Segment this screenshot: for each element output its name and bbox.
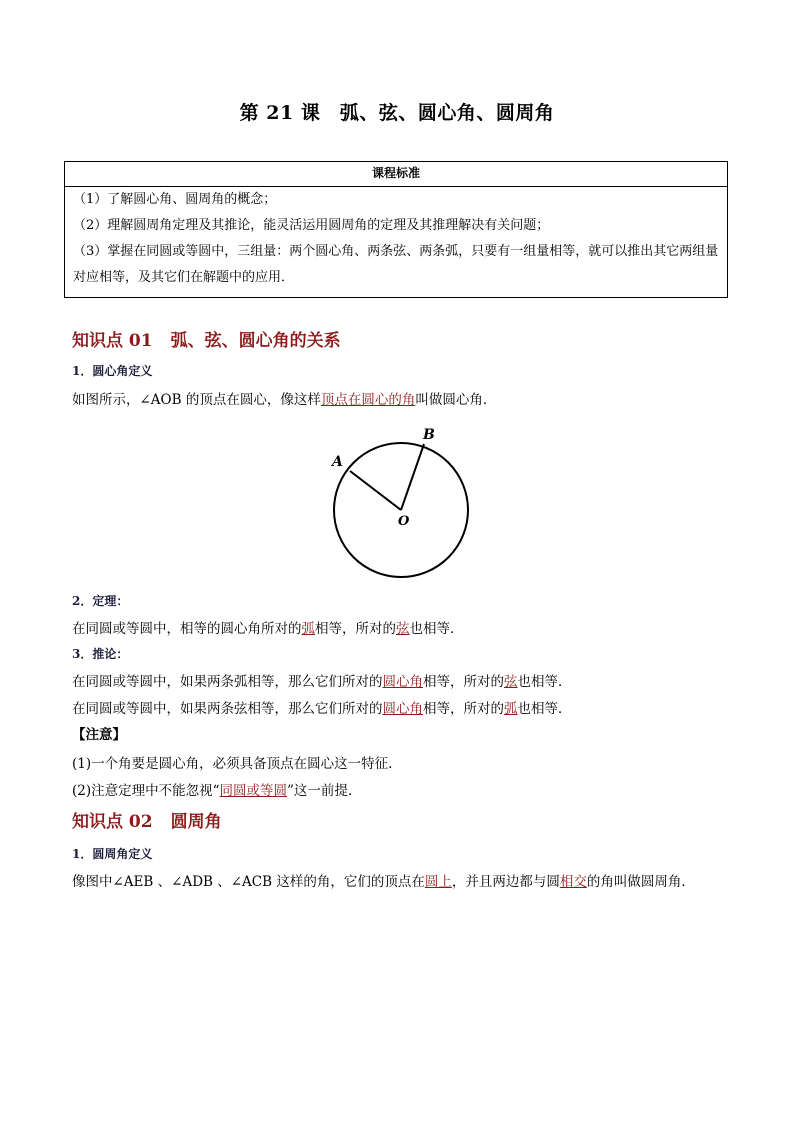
text-segment: 相等，所对的: [423, 701, 504, 717]
course-standards-header: 课程标准: [65, 162, 727, 187]
text-segment: 在同圆或等圆中，如果两条弦相等，那么它们所对的: [72, 701, 383, 717]
text-segment: 的角叫做圆周角．: [586, 874, 695, 890]
text-segment: 也相等．: [409, 621, 464, 637]
note-heading: 【注意】: [72, 727, 126, 743]
radius-ob: [401, 444, 424, 510]
note-item-1: (1)一个角要是圆心角，必须具备顶点在圆心这一特征.: [72, 756, 393, 772]
point-b-label: B: [423, 427, 435, 443]
underlined-answer: 弧: [301, 621, 315, 637]
knowledge-point-2-title: 圆周角: [170, 812, 222, 832]
knowledge-point-1-label: 知识点 01: [72, 331, 153, 351]
text-segment: 叫做圆心角．: [415, 392, 497, 408]
note-item-2: [72, 779, 352, 799]
text-segment: 在同圆或等圆中，相等的圆心角所对的: [72, 621, 302, 637]
central-angle-figure: [320, 420, 480, 585]
theorem-text: [72, 617, 464, 637]
inscribed-angle-definition-heading: 1．圆周角定义: [72, 847, 153, 861]
underlined-answer: 圆心角: [382, 701, 423, 717]
underlined-answer: 弧: [504, 701, 518, 717]
underlined-answer: 相交: [559, 874, 587, 890]
knowledge-point-2-label: 知识点 02: [72, 812, 153, 832]
text-segment: 像图中∠AEB 、∠ADB 、∠ACB 这样的角，它们的顶点在: [72, 874, 425, 890]
theorem-heading: 2．定理：: [72, 594, 129, 608]
page-title: 第 21 课 弧、弦、圆心角、圆周角: [239, 102, 555, 124]
underlined-answer: 同圆或等圆: [219, 783, 288, 799]
corollary-line-2: [72, 697, 572, 717]
text-segment: (2)注意定理中不能忽视“: [72, 783, 220, 799]
text-segment: ”这一前提.: [287, 783, 353, 799]
knowledge-point-1-heading: [72, 326, 341, 351]
underlined-answer: 弦: [396, 621, 410, 637]
corollary-heading: 3．推论：: [72, 647, 129, 661]
standard-item-3: （3）掌握在同圆或等圆中，三组量：两个圆心角、两条弦、两条弧，只要有一组量相等，就可以推出其它两组量对应相等，及其它们在解题中的应用．: [73, 244, 719, 285]
central-angle-definition-text: [72, 388, 496, 408]
central-angle-definition-heading: 1．圆心角定义: [72, 364, 153, 378]
text-segment: 也相等．: [517, 674, 572, 690]
standard-item-1: （1）了解圆心角、圆周角的概念；: [73, 192, 277, 207]
corollary-line-1: [72, 670, 572, 690]
text-segment: 相等，所对的: [315, 621, 396, 637]
knowledge-point-1-title: 弧、弦、圆心角的关系: [170, 331, 341, 351]
text-segment: 相等，所对的: [423, 674, 504, 690]
course-standards-table: [64, 161, 728, 298]
point-a-label: A: [332, 454, 343, 470]
inscribed-angle-definition-text: [72, 870, 695, 890]
knowledge-point-2-heading: [72, 807, 222, 832]
text-segment: 在同圆或等圆中，如果两条弧相等，那么它们所对的: [72, 674, 383, 690]
text-segment: 也相等．: [517, 701, 572, 717]
text-segment: 如图所示，∠AOB 的顶点在圆心，像这样: [72, 392, 321, 408]
standard-item-2: （2）理解圆周角定理及其推论，能灵活运用圆周角的定理及其推理解决有关问题；: [73, 218, 550, 233]
text-segment: ，并且两边都与圆: [451, 874, 560, 890]
underlined-answer: 圆心角: [382, 674, 423, 690]
radius-oa: [350, 471, 401, 510]
underlined-answer: 圆上: [424, 874, 452, 890]
point-o-label: O: [398, 514, 410, 529]
underlined-answer: 顶点在圆心的角: [320, 392, 416, 408]
underlined-answer: 弦: [504, 674, 518, 690]
